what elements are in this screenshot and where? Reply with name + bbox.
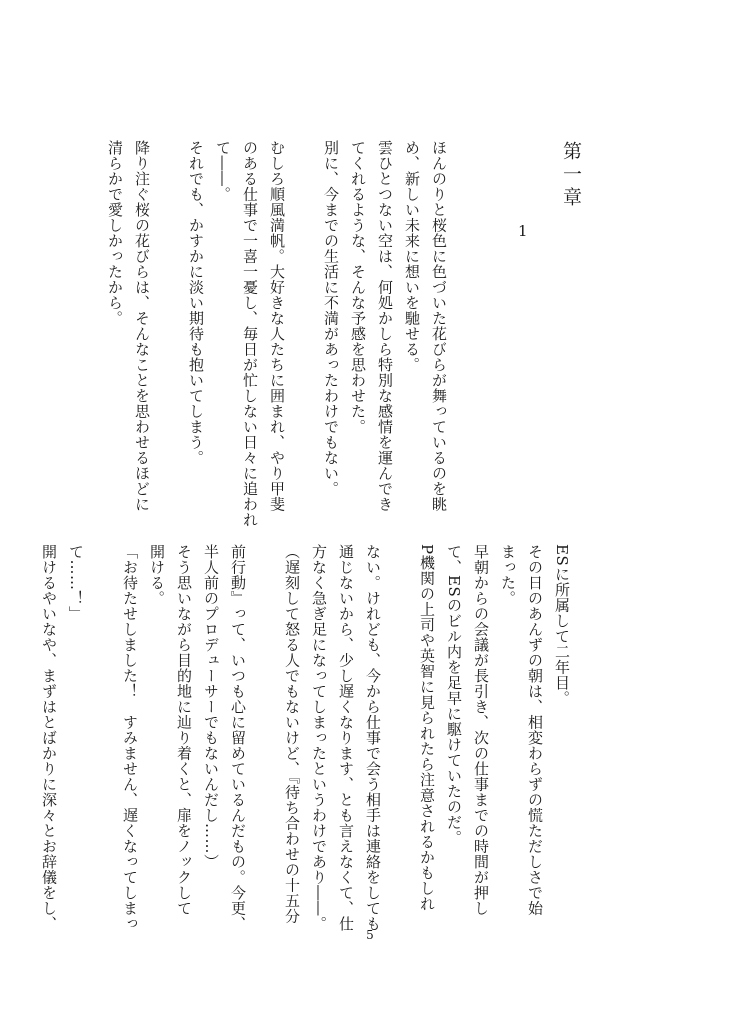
- text-line: その日のあんずの朝は、相変わらずの慌ただしさで始: [526, 544, 544, 916]
- text-line: て……！」: [67, 544, 85, 622]
- chapter-title: 第一章: [560, 141, 582, 210]
- text-line: 別に、今までの生活に不満があったわけでもない。: [322, 140, 340, 497]
- text-line: それでも、かすかに淡い期待も抱いてしまう。: [187, 140, 205, 466]
- text-line: ほんのりと桜色に色づいた花びらが舞っているのを眺: [430, 140, 448, 512]
- text-line: 早朝からの会議が長引き、次の仕事までの時間が押し: [472, 544, 490, 916]
- text-line: ESに所属して二年目。: [553, 544, 571, 706]
- upper-text-block: [101, 140, 452, 528]
- text-line: まった。: [499, 544, 517, 606]
- text-line: て――。: [214, 140, 232, 202]
- text-line: て、ESのビル内を足早に駆けていたのだ。: [445, 544, 463, 846]
- text-line: ない。けれども、今から仕事で会う相手は連絡をしても: [364, 544, 382, 932]
- text-line: 「お待たせしました！ すみません、遅くなってしまっ: [121, 544, 139, 932]
- section-number: 1: [518, 222, 528, 240]
- text-line: め、新しい未来に想いを馳せる。: [403, 140, 421, 373]
- text-line: むしろ順風満帆。大好きな人たちに囲まれ、やり甲斐: [268, 140, 286, 512]
- text-line: 半人前のプロデューサーでもないんだし……）: [202, 544, 220, 870]
- text-line: 通じないから、少し遅くなります、とも言えなくて、仕: [337, 544, 355, 932]
- text-line: 雲ひとつない空は、何処かしら特別な感情を運んでき: [376, 140, 394, 512]
- text-line: 清らかで愛しかったから。: [106, 140, 124, 326]
- page-number: 5: [366, 928, 374, 942]
- text-line: 方なく急ぎ足になってしまったというわけであり――。: [310, 544, 328, 932]
- text-line: 開ける。: [148, 544, 166, 606]
- text-line: P機関の上司や英智に見られたら注意されるかもしれ: [418, 544, 436, 912]
- lower-text-block: [35, 544, 575, 932]
- text-line: のある仕事で一喜一憂し、毎日が忙しない日々に追われ: [241, 140, 259, 528]
- text-line: てくれるような、そんな予感を思わせた。: [349, 140, 367, 435]
- text-line: 降り注ぐ桜の花びらは、そんなことを思わせるほどに: [133, 140, 151, 512]
- text-line: 前行動』って、いつも心に留めているんだもの。今更、: [229, 544, 247, 932]
- text-line: そう思いながら目的地に辿り着くと、扉をノックして: [175, 544, 193, 916]
- text-line: （遅刻して怒る人でもないけど、『待ち合わせの十五分: [283, 544, 301, 924]
- text-line: 開けるやいなや、まずはとばかりに深々とお辞儀をし、: [40, 544, 58, 932]
